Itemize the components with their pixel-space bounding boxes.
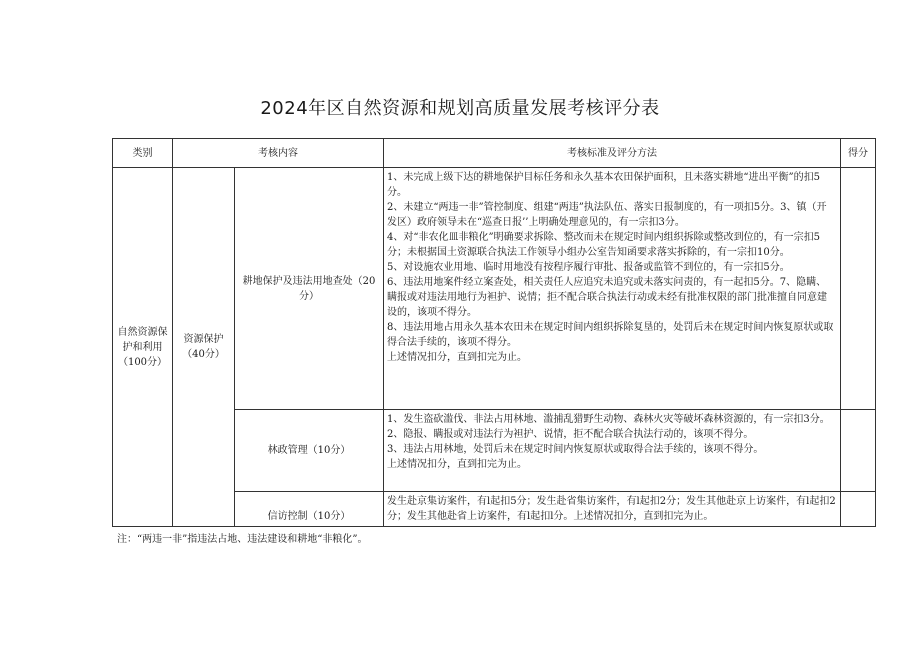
standard-line: 上述情况扣分，直到扣完为止。 [387, 459, 527, 470]
standard-line: 2、未建立“两违一非”管控制度、组建“两违”执法队伍、落实日报制度的，有一项扣5分。3、镇（开发区）政府领导未在“巡查日报’’上明确处理意见的，有一宗扣3分。 [387, 202, 827, 228]
table-row [113, 168, 876, 410]
header-content: 考核内容 [173, 139, 384, 168]
item-name-forestry: 林政管理（10分） [235, 410, 384, 492]
subcategory-cell: 资源保护（40分） [173, 168, 235, 527]
standard-line: 2、隐报、瞒报或对违法行为袒护、说情，拒不配合联合执法行动的，该项不得分。 [387, 429, 754, 440]
standard-line: 8、违法用地占用永久基本农田未在规定时间内组织拆除复垦的，处罚后未在规定时间内恢复原状或取得合法手续的，该项不得分。 [387, 322, 834, 348]
score-cell[interactable] [841, 492, 876, 527]
item-name-farmland: 耕地保护及违法用地查处（20分） [235, 168, 384, 410]
score-cell[interactable] [841, 410, 876, 492]
score-cell[interactable] [841, 168, 876, 410]
standard-line: 4、对“非农化皿非粮化”明确要求拆除、整改而未在规定时间内组织拆除或整改到位的，有一宗扣5分；未根据国土资源联合执法工作领导小组办公室告知函要求落实拆除的，有一宗扣10分。 [387, 232, 820, 258]
footnote: 注：“两违一非”指违法占地、违法建设和耕地“非粮化”。 [117, 534, 368, 545]
header-row [113, 139, 876, 168]
page-title: 2024年区自然资源和规划高质量发展考核评分表 [260, 98, 660, 119]
standard-line: 5、对设施农业用地、临时用地没有按程序履行审批、报备或监管不到位的，有一宗扣5分。 [387, 262, 790, 273]
standard-farmland [384, 168, 841, 410]
header-standard: 考核标准及评分方法 [384, 139, 841, 168]
standard-line: 上述情况扣分，直到扣完为止。 [387, 352, 527, 363]
header-category: 类别 [113, 139, 173, 168]
item-name-petition: 信访控制（10分） [235, 492, 384, 527]
category-cell: 自然资源保护和利用（100分） [113, 168, 173, 527]
standard-forestry [384, 410, 841, 492]
standard-line: 3、违法占用林地，处罚后未在规定时间内恢复原状或取得合法手续的，该项不得分。 [387, 444, 764, 455]
header-score: 得分 [841, 139, 876, 168]
standard-line: 发生赴京集访案件，有l起扣5分；发生赴省集访案件，有l起扣2分；发生其他赴京上访案件，有l起扣2分；发生其他赴省上访案件，有l起扣l分。上述情况扣分，直到扣完为止。 [387, 496, 836, 522]
standard-line: 6、违法用地案件经立案查处，相关责任人应追究未追究或未落实问责的，有一起扣5分。7、隐瞒、瞒报或对违法用地行为袒护、说情；拒不配合联合执法行动或未经有批准权限的部门批准擅自同意建设的，该项不得分。 [387, 277, 827, 318]
scoring-table [112, 138, 876, 527]
standard-petition [384, 492, 841, 527]
standard-line: 1、发生盗砍滥伐、非法占用林地、滥捕乱猎野生动物、森林火灾等破坏森林资源的，有一宗扣3分。 [387, 414, 830, 425]
standard-line: 1、未完成上级下达的耕地保护目标任务和永久基本农田保护面积，且未落实耕地“进出平衡”的扣5分。 [387, 172, 820, 198]
